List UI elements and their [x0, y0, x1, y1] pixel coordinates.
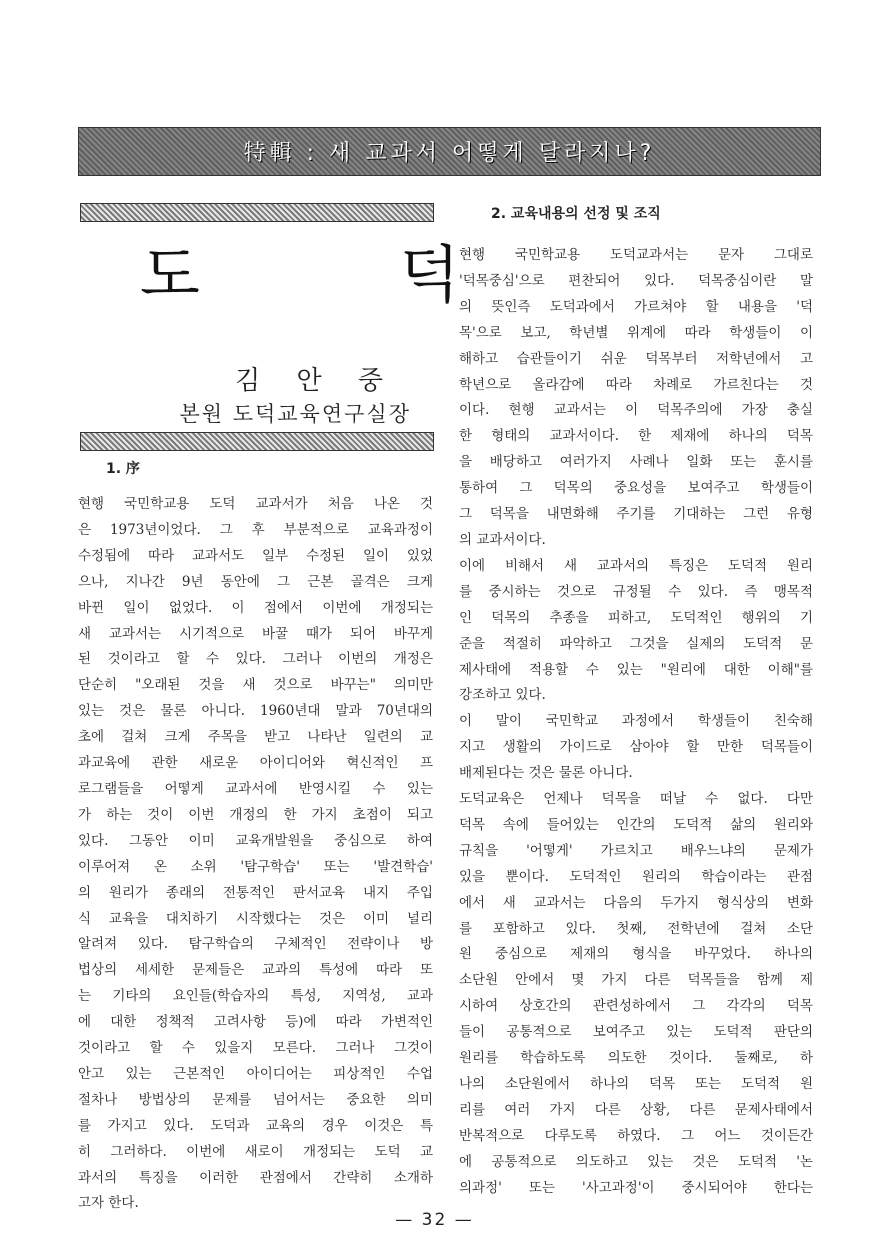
body-text-line: 바뀐 일이 없었다. 이 점에서 이번에 개정되는: [78, 599, 433, 616]
body-text-line: 에 공통적으로 의도하고 있는 것은 도덕적 '논: [459, 1153, 813, 1170]
title-bottom-rule: [80, 432, 434, 451]
body-text-line: 히 그러하다. 이번에 새로이 개정되는 도덕 교: [78, 1143, 433, 1160]
body-text-line: 소단원 안에서 몇 가지 다른 덕목들을 함께 제: [459, 972, 813, 989]
body-text-line: 이 말이 국민학교 과정에서 학생들이 친숙해: [459, 713, 813, 730]
body-text-line: 이다. 현행 교과서는 이 덕목주의에 가장 충실: [459, 402, 813, 419]
body-text-line: 의 원리가 종래의 전통적인 판서교육 내지 주입: [78, 884, 433, 901]
body-text-line: 안고 있는 근본적인 아이디어는 피상적인 수업: [78, 1065, 433, 1082]
title-top-rule: [80, 203, 434, 222]
body-text-line: 있을 뿐이다. 도덕적인 원리의 학습이라는 관점: [459, 868, 813, 885]
body-text-line: 새 교과서는 시기적으로 바꿀 때가 되어 바꾸게: [78, 625, 433, 642]
body-text-line: 한 형태의 교과서이다. 한 제재에 하나의 덕목: [459, 428, 813, 445]
body-text-line: 반복적으로 다루도록 하였다. 그 어느 것이든간: [459, 1127, 813, 1144]
body-text-line: 나의 소단원에서 하나의 덕목 또는 도덕적 원: [459, 1076, 813, 1092]
body-text-line: 의 뜻인즉 도덕과에서 가르쳐야 할 내용을 '덕: [459, 298, 813, 315]
body-text-line: 있다. 그동안 이미 교육개발원을 중심으로 하여: [78, 832, 433, 849]
body-text-line: 를 가지고 있다. 도덕과 교육의 경우 이것은 특: [78, 1117, 433, 1134]
body-text-line: 이에 비해서 새 교과서의 특징은 도덕적 원리: [459, 557, 813, 574]
body-text-line: 을 배당하고 여러가지 사례나 일화 또는 훈시를: [459, 454, 813, 471]
body-text-line: 도덕교육은 언제나 덕목을 떠날 수 없다. 다만: [459, 791, 813, 808]
body-text-line: 강조하고 있다.: [459, 687, 546, 704]
body-text-line: 은 1973년이었다. 그 후 부분적으로 교육과정이: [78, 521, 433, 538]
section-2-body: [459, 243, 813, 1202]
body-text-line: 제사태에 적용할 수 있는 "원리에 대한 이해"를: [459, 661, 813, 678]
body-text-line: 과교육에 관한 새로운 아이디어와 혁신적인 프: [78, 755, 433, 772]
body-text-line: 시하여 상호간의 관련성하에서 그 각각의 덕목: [459, 998, 813, 1015]
body-text-line: 의 교과서이다.: [459, 531, 546, 548]
body-text-line: 알려져 있다. 탐구학습의 구체적인 전략이나 방: [78, 936, 433, 953]
body-text-line: 식 교육을 대치하기 시작했다는 것은 이미 널리: [78, 910, 433, 927]
body-text-line: 인 덕목의 추종을 피하고, 도덕적인 행위의 기: [459, 609, 813, 626]
body-text-line: 단순히 "오래된 것을 새 것으로 바꾸는" 의미만: [78, 677, 433, 694]
body-text-line: 는 기타의 요인들(학습자의 특성, 지역성, 교과: [78, 988, 433, 1005]
body-text-line: 가 하는 것이 이번 개정의 한 가지 초점이 되고: [78, 806, 433, 823]
body-text-line: 것이라고 할 수 있을지 모른다. 그러나 그것이: [78, 1040, 433, 1057]
body-text-line: 현행 국민학교용 도덕 교과서가 처음 나온 것: [78, 496, 433, 512]
body-text-line: 된 것이라고 할 수 있다. 그러나 이번의 개정은: [78, 651, 433, 668]
page-number: — 32 —: [395, 1210, 474, 1230]
body-text-line: 덕목 속에 들어있는 인간의 도덕적 삶의 원리와: [459, 816, 813, 833]
body-text-line: 법상의 세세한 문제들은 교과의 특성에 따라 또: [78, 962, 433, 979]
body-text-line: 리를 여러 가지 다른 상황, 다른 문제사태에서: [459, 1101, 813, 1118]
feature-banner-title: 特輯 : 새 교과서 어떻게 달라지나?: [243, 141, 656, 166]
body-text-line: 수정됨에 따라 교과서도 일부 수정된 일이 있었: [78, 547, 433, 564]
body-text-line: 의과정' 또는 '사고과정'이 중시되어야 한다는: [459, 1179, 813, 1196]
feature-banner: [78, 127, 821, 176]
body-text-line: 원리를 학습하도록 의도한 것이다. 둘째로, 하: [459, 1050, 813, 1067]
body-text-line: 절차나 방법상의 문제를 넘어서는 중요한 의미: [78, 1091, 433, 1108]
body-text-line: 를 중시하는 것으로 규정될 수 있다. 즉 맹목적: [459, 583, 813, 600]
section-1-body: [78, 492, 433, 1217]
body-text-line: 으나, 지나간 9년 동안에 그 근본 골격은 크게: [78, 573, 433, 590]
body-text-line: '덕목중심'으로 편찬되어 있다. 덕목중심이란 말: [459, 272, 813, 289]
article-author: 김 안 중: [235, 366, 397, 396]
body-text-line: 이루어져 온 소위 '탐구학습' 또는 '발견학습': [78, 858, 433, 875]
body-text-line: 고자 한다.: [78, 1195, 139, 1212]
body-text-line: 과서의 특징을 이러한 관점에서 간략히 소개하: [78, 1169, 433, 1186]
section-1-heading: 1. 序: [106, 461, 140, 477]
body-text-line: 준을 적절히 파악하고 그것을 실제의 도덕적 문: [459, 635, 813, 652]
body-text-line: 에 대한 정책적 고려사항 등)에 따라 가변적인: [78, 1014, 433, 1031]
body-text-line: 통하여 그 덕목의 중요성을 보여주고 학생들이: [459, 480, 813, 497]
body-text-line: 있는 것은 물론 아니다. 1960년대 말과 70년대의: [78, 703, 433, 720]
body-text-line: 로그램들을 어떻게 교과서에 반영시킬 수 있는: [78, 780, 433, 797]
body-text-line: 규칙을 '어떻게' 가르치고 배우느냐의 문제가: [459, 842, 813, 859]
article-title: 도 덕: [140, 238, 550, 311]
body-text-line: 지고 생활의 가이드로 삼아야 할 만한 덕목들이: [459, 739, 813, 756]
body-text-line: 목'으로 보고, 학년별 위계에 따라 학생들이 이: [459, 324, 813, 341]
body-text-line: 들이 공통적으로 보여주고 있는 도덕적 판단의: [459, 1024, 813, 1041]
body-text-line: 배제된다는 것은 물론 아니다.: [459, 765, 633, 782]
body-text-line: 그 덕목을 내면화해 주기를 기대하는 그런 유형: [459, 506, 813, 523]
body-text-line: 원 중심으로 제재의 형식을 바꾸었다. 하나의: [459, 946, 813, 963]
section-2-heading: 2. 교육내용의 선정 및 조직: [491, 206, 661, 222]
body-text-line: 학년으로 올라감에 따라 차례로 가르친다는 것: [459, 376, 813, 393]
body-text-line: 해하고 습관들이기 쉬운 덕목부터 저학년에서 고: [459, 350, 813, 367]
body-text-line: 에서 새 교과서는 다음의 두가지 형식상의 변화: [459, 894, 813, 911]
body-text-line: 초에 걸쳐 크게 주목을 받고 나타난 일련의 교: [78, 729, 433, 746]
body-text-line: 를 포함하고 있다. 첫째, 전학년에 걸쳐 소단: [459, 920, 813, 937]
body-text-line: 현행 국민학교용 도덕교과서는 문자 그대로: [459, 247, 813, 263]
author-affiliation: 본원 도덕교육연구실장: [179, 402, 411, 426]
